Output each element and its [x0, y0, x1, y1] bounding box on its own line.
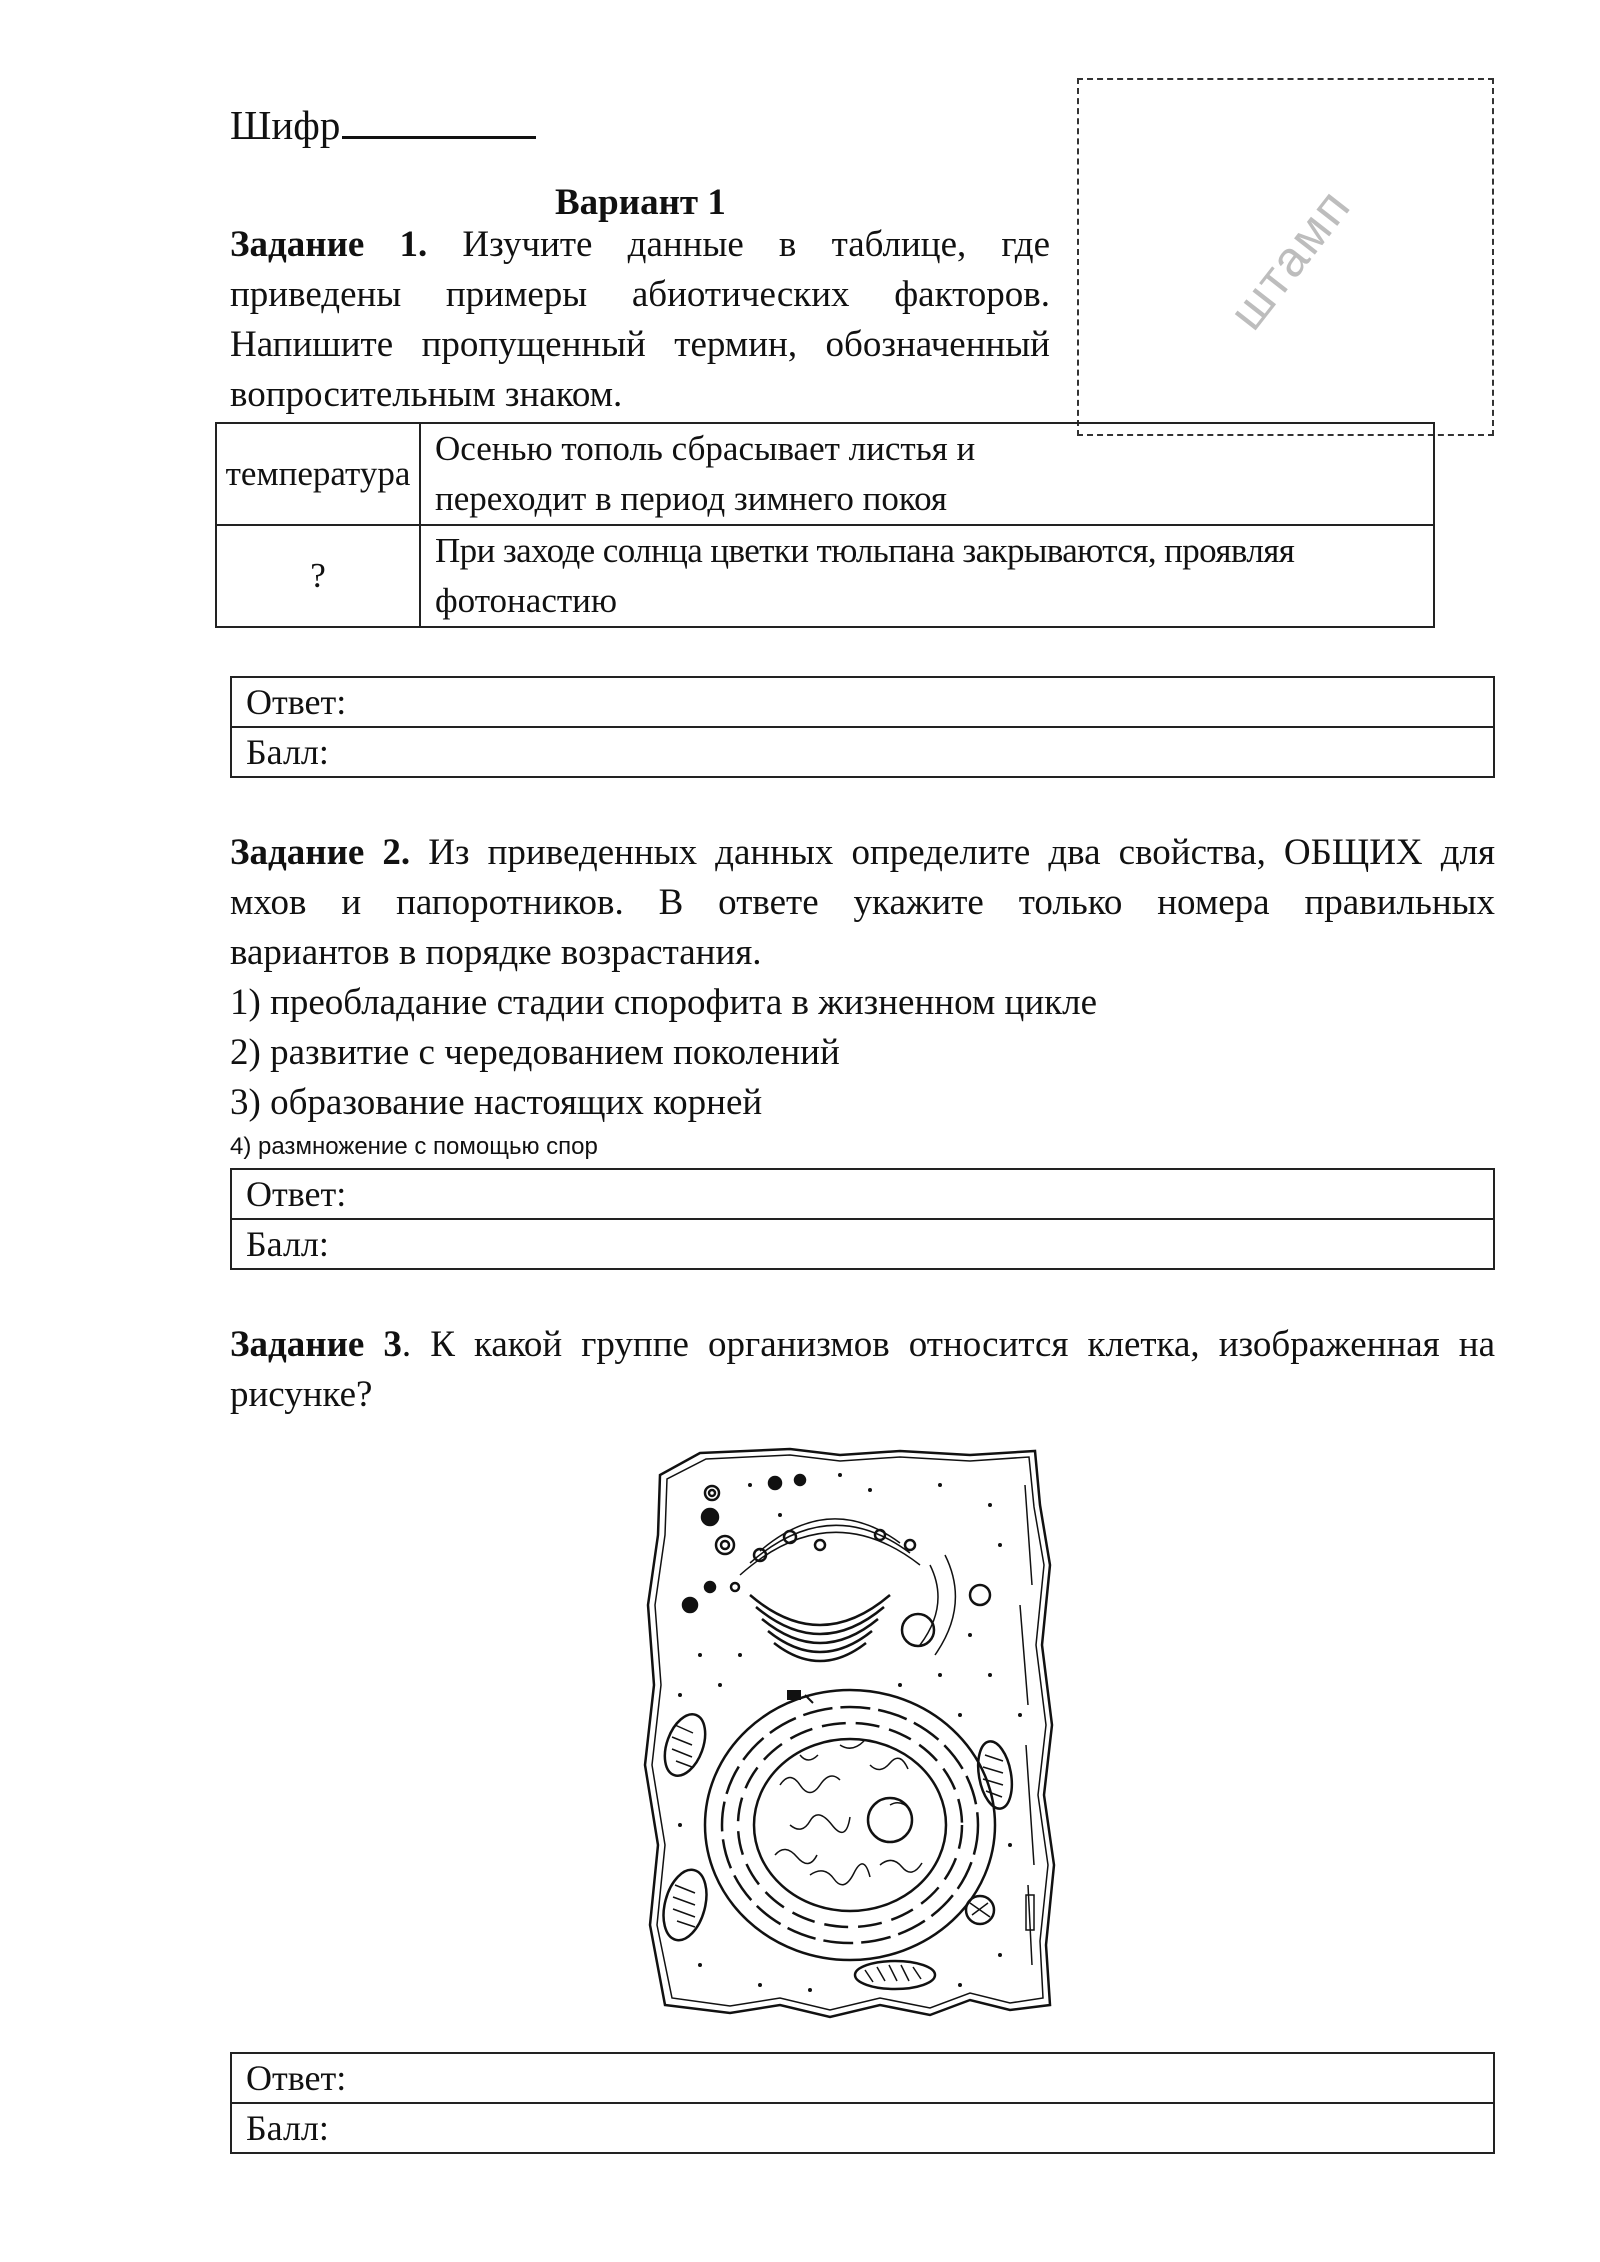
- option-item: 1) преобладание стадии спорофита в жизненном цикле: [230, 982, 1097, 1023]
- task1-line: Напишите пропущенный термин, обозначенный: [230, 324, 1050, 365]
- golgi-apparatus: [750, 1595, 890, 1661]
- animal-cell-illustration: [640, 1445, 1070, 2025]
- nuclear-envelope: [705, 1690, 995, 1960]
- score-field[interactable]: Балл:: [231, 1219, 1494, 1269]
- factors-table: [215, 422, 1435, 628]
- factor-cell: температура: [216, 423, 420, 525]
- option-item: 3) образование настоящих корней: [230, 1082, 763, 1123]
- task2-text: [230, 828, 1495, 1128]
- stamp-label: штамп: [1218, 178, 1362, 340]
- answer-field[interactable]: Ответ:: [231, 1169, 1494, 1219]
- task3-line: рисунке?: [230, 1374, 373, 1415]
- answer-field[interactable]: Ответ:: [231, 677, 1494, 727]
- option-item: 2) развитие с чередованием поколений: [230, 1032, 840, 1073]
- variant-title: Вариант 1: [555, 182, 726, 223]
- task3-line: Задание 3. К какой группе организмов относится клетка, изображенная на: [230, 1324, 1495, 1365]
- answer-box-1: [230, 676, 1495, 778]
- score-field[interactable]: Балл:: [231, 727, 1494, 777]
- mitochondrion: [657, 1709, 713, 1781]
- example-cell: Осенью тополь сбрасывает листья и переходит в период зимнего покоя: [420, 423, 1434, 525]
- task1-line: приведены примеры абиотических факторов.: [230, 274, 1050, 315]
- cipher-field: [230, 98, 536, 150]
- option-item: 4) размножение с помощью спор: [230, 1133, 598, 1160]
- task1-line: вопросительным знаком.: [230, 374, 623, 415]
- task3-text: [230, 1320, 1495, 1420]
- task2-title: Задание 2.: [230, 832, 411, 873]
- task2-line: вариантов в порядке возрастания.: [230, 932, 762, 973]
- stamp-box: [1077, 78, 1494, 436]
- cipher-label: Шифр: [230, 102, 341, 148]
- score-field[interactable]: Балл:: [231, 2103, 1494, 2153]
- answer-box-3: [230, 2052, 1495, 2154]
- task3-title: Задание 3: [230, 1324, 402, 1365]
- task1-text: [230, 220, 1050, 420]
- factor-cell: ?: [216, 525, 420, 627]
- answer-field[interactable]: Ответ:: [231, 2053, 1494, 2103]
- task2-line: Задание 2. Из приведенных данных определите два свойства, ОБЩИХ для: [230, 832, 1496, 873]
- table-row: [216, 423, 1434, 525]
- example-cell: При заходе солнца цветки тюльпана закрываются, проявляя фотонастию: [420, 525, 1434, 627]
- task1-title: Задание 1.: [230, 224, 428, 265]
- task1-line: Задание 1. Изучите данные в таблице, где: [230, 224, 1050, 265]
- cipher-blank-line[interactable]: [342, 98, 536, 139]
- task2-line: мхов и папоротников. В ответе укажите только номера правильных: [230, 882, 1495, 923]
- answer-box-2: [230, 1168, 1495, 1270]
- table-row: [216, 525, 1434, 627]
